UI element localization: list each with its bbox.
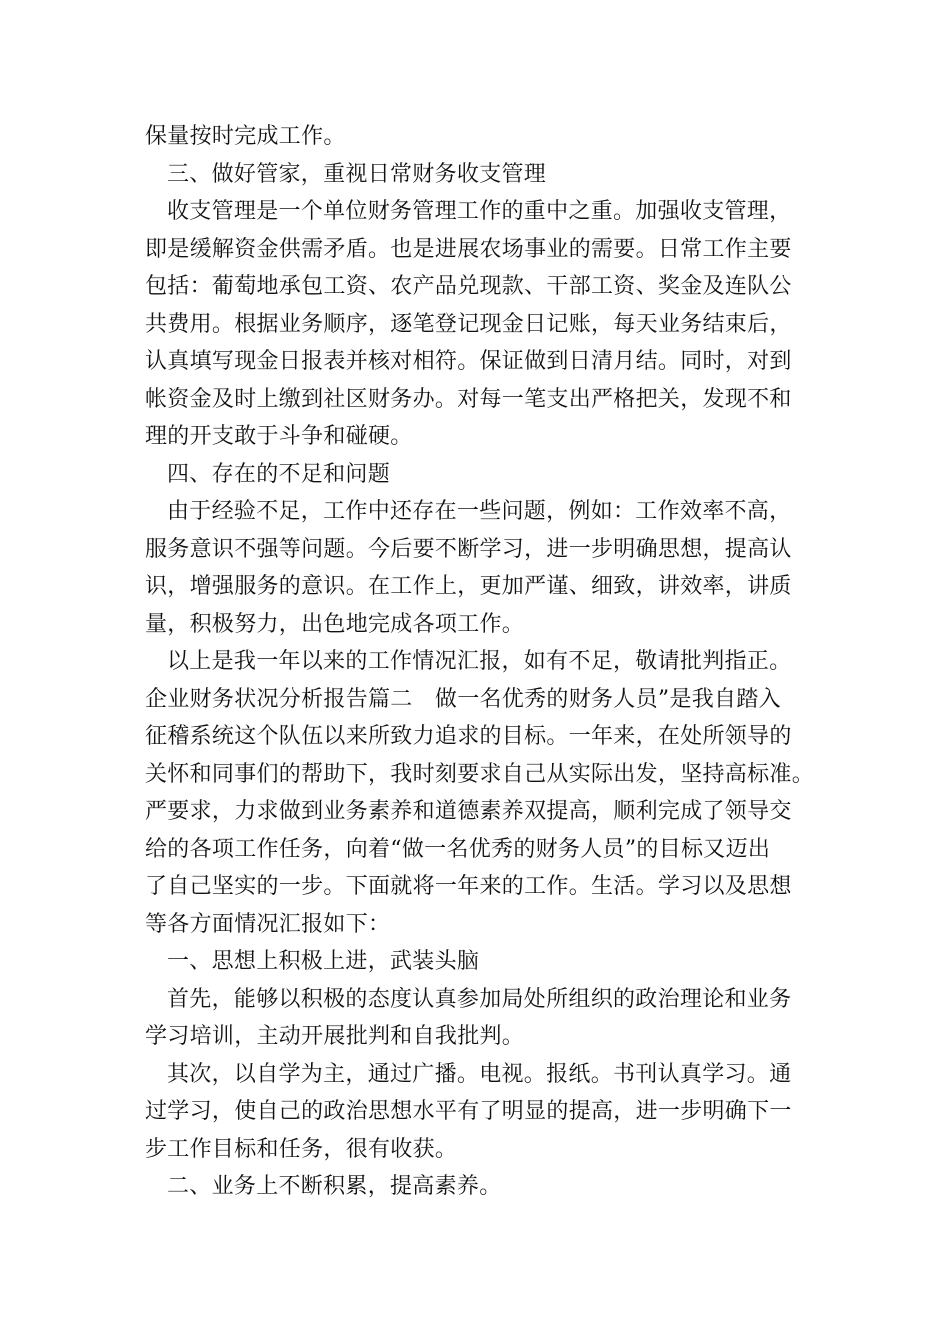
text-line: 包括：葡萄地承包工资、农产品兑现款、干部工资、奖金及连队公 [145,274,792,299]
text-line: 企业财务状况分析报告篇二 做一名优秀的财务人员”是我自踏入 [145,686,781,712]
text-line: 严要求，力求做到业务素养和道德素养双提高，顺利完成了领导交 [145,799,792,824]
text-line: 了自己坚实的一步。下面就将一年来的工作。生活。学习以及思想 [145,874,792,899]
text-line: 理的开支敢于斗争和碰硬。 [145,424,413,449]
text-line: 保量按时完成工作。 [145,124,346,149]
document-body [145,118,815,1206]
text-line: 即是缓解资金供需矛盾。也是进展农场事业的需要。日常工作主要 [145,236,792,262]
text-line: 过学习，使自己的政治思想水平有了明显的提高，进一步明确下一 [145,1099,792,1124]
text-line: 征稽系统这个队伍以来所致力追求的目标。一年来，在处所领导的 [145,724,792,749]
text-line: 收支管理是一个单位财务管理工作的重中之重。加强收支管理， [167,199,792,224]
section-heading: 一、思想上积极上进，武装头脑 [167,949,480,974]
text-line: 关怀和同事们的帮助下，我时刻要求自己从实际出发，坚持高标准。 [145,761,815,787]
text-line: 服务意识不强等问题。今后要不断学习，进一步明确思想，提高认 [145,536,792,562]
text-line: 首先，能够以积极的态度认真参加局处所组织的政治理论和业务 [167,986,792,1012]
text-line: 认真填写现金日报表并核对相符。保证做到日清月结。同时，对到 [145,349,792,374]
text-line: 等各方面情况汇报如下： [145,911,391,937]
text-line: 给的各项工作任务，向着“做一名优秀的财务人员”的目标又迈出 [145,836,771,862]
section-heading: 三、做好管家，重视日常财务收支管理 [167,161,547,187]
section-heading: 二、业务上不断积累，提高素养。 [167,1174,502,1199]
section-heading: 四、存在的不足和问题 [167,461,391,487]
text-line: 量，积极努力，出色地完成各项工作。 [145,611,525,637]
text-line: 以上是我一年以来的工作情况汇报，如有不足，敬请批判指正。 [167,649,792,674]
text-line: 识，增强服务的意识。在工作上，更加严谨、细致，讲效率，讲质 [145,574,792,599]
text-line: 共费用。根据业务顺序，逐笔登记现金日记账，每天业务结束后， [145,311,792,337]
text-line: 其次，以自学为主，通过广播。电视。报纸。书刊认真学习。通 [167,1061,792,1087]
text-line: 步工作目标和任务，很有收获。 [145,1136,458,1162]
text-line: 学习培训，主动开展批判和自我批判。 [145,1024,525,1049]
text-line: 帐资金及时上缴到社区财务办。对每一笔支出严格把关，发现不和 [145,386,792,412]
text-line: 由于经验不足，工作中还存在一些问题，例如：工作效率不高， [167,499,792,524]
